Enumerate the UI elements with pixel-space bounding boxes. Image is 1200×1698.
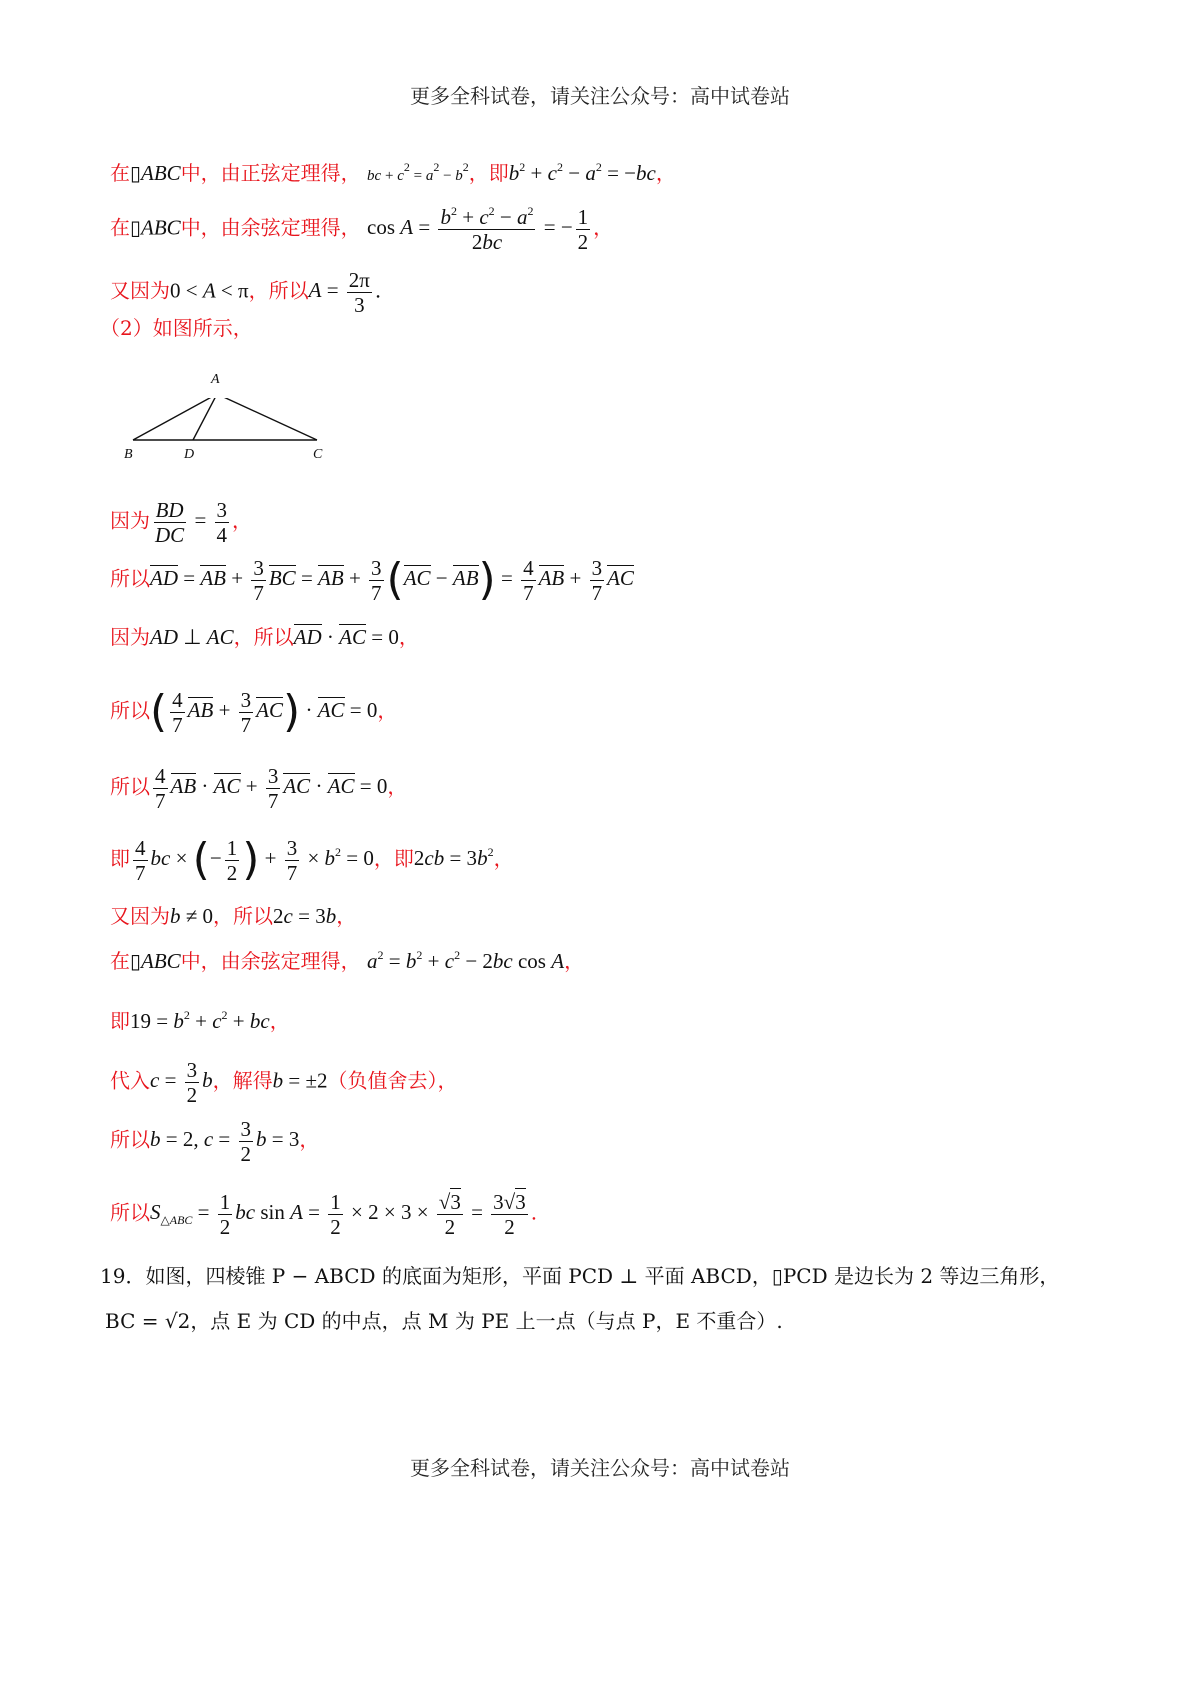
label-C: C [313, 447, 323, 462]
line-9: 所以 $\frac{4}{7}$ AB · AC + $\frac{3}{7}$ AC · AC = 0， [110, 764, 408, 814]
placeholder-glyph: ▯ [130, 161, 142, 185]
triangle-diagram [125, 398, 345, 468]
question-19-line-2: BC = √2，点 E 为 CD 的中点，点 M 为 PE 上一点（与点 P，E 不重合）. [105, 1309, 783, 1333]
label-A: A [211, 372, 220, 387]
line-2: 在▯ABC中，由余弦定理得， cos A = $\frac{b^2 + c^2 - a^2}{2bc}$ = − $\frac{1}{2}$ ， [110, 204, 614, 255]
line-5: 因为 $\frac{BD}{DC}$ = $\frac{3}{4}$ ， [110, 498, 253, 548]
label-D: D [184, 447, 195, 462]
line-3: 又因为0 < A < π，所以A = $\frac{2\pi}{3}$ . [110, 268, 382, 318]
line-16: 所以$S_{\triangle ABC}$ = $\frac{1}{2}$ bc sin A = $\frac{1}{2}$ × 2 × 3 × $\frac{√3}{2}$ = $\frac{3√3}{2}$ . [110, 1190, 538, 1240]
line-12: 在▯ABC中，由余弦定理得， $a^2 = b^2 + c^2 - 2bc$ cos A， [110, 948, 585, 973]
page-footer: 更多全科试卷，请关注公众号：高中试卷站 [410, 1456, 790, 1480]
edge-AC [217, 398, 317, 440]
label-B: B [124, 447, 133, 462]
segment-AD [193, 398, 217, 440]
placeholder-glyph: ▯ [130, 215, 142, 240]
page-header: 更多全科试卷，请关注公众号：高中试卷站 [410, 84, 790, 108]
line-10: 即 $\frac{4}{7}$ bc × (− $\frac{1}{2}$ ) + $\frac{3}{7}$ × $b^2 = 0$，即$2cb = 3b^2$， [110, 834, 514, 886]
line-11: 又因为b ≠ 0，所以2c = 3b， [110, 904, 357, 928]
line-15: 所以b = 2, c = $\frac{3}{2}$ b = 3， [110, 1117, 320, 1167]
line-7: 因为AD ⊥ AC，所以AD · AC = 0， [110, 625, 419, 649]
line-8: 所以( $\frac{4}{7}$ AB + $\frac{3}{7}$ AC) · AC = 0， [110, 686, 398, 738]
line-1: 在▯ABC中，由正弦定理得， bc + $c^2 = a^2 - b^2$，即$b^2 + c^2 - a^2 = -bc$， [110, 160, 676, 185]
question-19-line-1: 19．如图，四棱锥 P − ABCD 的底面为矩形，平面 PCD ⊥ 平面 ABCD，▯PCD 是边长为 2 等边三角形， [100, 1264, 1060, 1288]
placeholder-glyph: ▯ [130, 949, 142, 973]
line-14: 代入c = $\frac{3}{2}$ b，解得b = ±2（负值舍去）， [110, 1058, 458, 1108]
line-6: 所以AD = AB + $\frac{3}{7}$ BC = AB + $\frac{3}{7}$ (AC − AB) = $\frac{4}{7}$ AB + $\frac{3}{7}$ AC [110, 554, 634, 606]
line-4: （2）如图所示， [100, 316, 253, 340]
line-13: 即$19 = b^2 + c^2$ + bc， [110, 1008, 290, 1033]
